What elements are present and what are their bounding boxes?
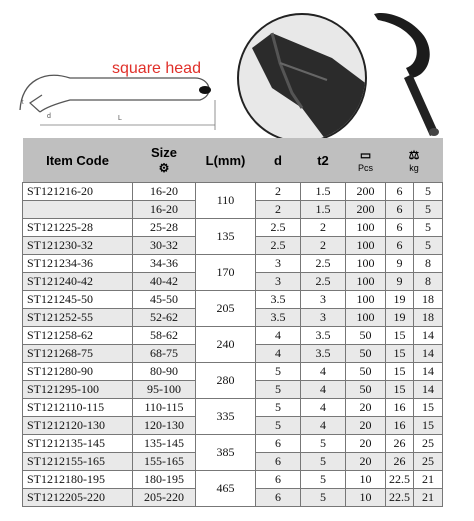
length-cell: 110 [196,183,256,219]
weight1-cell: 6 [386,219,414,237]
weight2-cell: 15 [414,399,443,417]
pcs-cell: 20 [346,435,386,453]
table-row [23,327,443,345]
length-cell: 335 [196,399,256,435]
pcs-cell: 20 [346,453,386,471]
item-code-cell: ST121240-42 [23,273,133,291]
t2-cell: 3 [301,291,346,309]
box-icon: ▭ [359,147,372,162]
weight2-cell: 15 [414,417,443,435]
scale-icon: ⚖ [408,147,420,162]
size-cell: 110-115 [133,399,196,417]
weight1-cell: 26 [386,453,414,471]
length-cell: 205 [196,291,256,327]
d-cell: 4 [256,327,301,345]
pcs-cell: 10 [346,489,386,507]
weight2-cell: 21 [414,471,443,489]
table-row [23,363,443,381]
d-cell: 2 [256,201,301,219]
weight1-cell: 15 [386,345,414,363]
d-cell: 6 [256,453,301,471]
d-cell: 2.5 [256,237,301,255]
size-cell: 34-36 [133,255,196,273]
item-code-cell: ST121245-50 [23,291,133,309]
size-cell: 120-130 [133,417,196,435]
table-row [23,219,443,237]
weight2-cell: 5 [414,219,443,237]
item-code-cell: ST1212120-130 [23,417,133,435]
weight1-cell: 9 [386,273,414,291]
size-cell: 52-62 [133,309,196,327]
t2-cell: 5 [301,453,346,471]
item-code-cell: ST121258-62 [23,327,133,345]
t2-cell: 3.5 [301,345,346,363]
size-cell: 30-32 [133,237,196,255]
weight1-cell: 16 [386,417,414,435]
header-length: L(mm) [196,138,256,183]
pcs-cell: 100 [346,219,386,237]
square-head-callout: square head [112,60,201,77]
d-cell: 5 [256,399,301,417]
pcs-cell: 10 [346,471,386,489]
item-code-cell: ST121234-36 [23,255,133,273]
size-cell: 135-145 [133,435,196,453]
pcs-cell: 200 [346,183,386,201]
weight1-cell: 6 [386,237,414,255]
d-cell: 5 [256,381,301,399]
size-cell: 16-20 [133,183,196,201]
item-code-cell: ST121225-28 [23,219,133,237]
weight2-cell: 25 [414,453,443,471]
item-code-cell: ST121295-100 [23,381,133,399]
length-cell: 170 [196,255,256,291]
table-row [23,399,443,417]
t2-cell: 4 [301,417,346,435]
pcs-cell: 50 [346,327,386,345]
weight2-cell: 14 [414,381,443,399]
item-code-cell: ST121268-75 [23,345,133,363]
header-item-code: Item Code [23,138,133,183]
d-cell: 6 [256,489,301,507]
t2-cell: 4 [301,363,346,381]
pcs-cell: 20 [346,417,386,435]
t2-cell: 4 [301,381,346,399]
pcs-cell: 50 [346,363,386,381]
item-code-cell: ST1212205-220 [23,489,133,507]
size-cell: 58-62 [133,327,196,345]
table-body [23,183,443,507]
t2-cell: 5 [301,489,346,507]
d-cell: 2 [256,183,301,201]
weight1-cell: 19 [386,291,414,309]
d-cell: 5 [256,417,301,435]
t2-cell: 3 [301,309,346,327]
size-cell: 25-28 [133,219,196,237]
weight1-cell: 15 [386,327,414,345]
nut-icon: ⚙ [158,161,170,175]
length-cell: 240 [196,327,256,363]
t2-cell: 2 [301,237,346,255]
table-row [23,291,443,309]
size-cell: 45-50 [133,291,196,309]
weight2-cell: 8 [414,255,443,273]
d-cell: 5 [256,363,301,381]
weight2-cell: 5 [414,183,443,201]
dim-t-label: t [22,100,24,106]
weight1-cell: 16 [386,399,414,417]
weight1-cell: 15 [386,381,414,399]
t2-cell: 1.5 [301,201,346,219]
size-cell: 80-90 [133,363,196,381]
size-cell: 95-100 [133,381,196,399]
table-row [23,435,443,453]
t2-cell: 5 [301,471,346,489]
pcs-cell: 100 [346,291,386,309]
size-cell: 180-195 [133,471,196,489]
t2-cell: 2.5 [301,273,346,291]
item-code-cell: ST1212110-115 [23,399,133,417]
pcs-cell: 200 [346,201,386,219]
size-cell: 40-42 [133,273,196,291]
weight2-cell: 25 [414,435,443,453]
d-cell: 3 [256,273,301,291]
item-code-cell: ST1212180-195 [23,471,133,489]
specification-table [22,138,443,507]
dim-L-label: L [118,115,122,122]
d-cell: 4 [256,345,301,363]
weight1-cell: 19 [386,309,414,327]
weight2-cell: 5 [414,237,443,255]
length-cell: 135 [196,219,256,255]
weight1-cell: 6 [386,201,414,219]
product-illustration [0,0,474,150]
size-cell: 16-20 [133,201,196,219]
d-cell: 3 [256,255,301,273]
weight1-cell: 26 [386,435,414,453]
item-code-cell [23,201,133,219]
table-row [23,183,443,201]
pcs-cell: 50 [346,381,386,399]
weight2-cell: 8 [414,273,443,291]
item-code-cell: ST121216-20 [23,183,133,201]
weight2-cell: 18 [414,291,443,309]
size-cell: 205-220 [133,489,196,507]
table-row [23,471,443,489]
t2-cell: 5 [301,435,346,453]
item-code-cell: ST121230-32 [23,237,133,255]
item-code-cell: ST121280-90 [23,363,133,381]
pcs-cell: 100 [346,273,386,291]
header-d: d [256,138,301,183]
table-header-row [23,138,443,183]
t2-cell: 2 [301,219,346,237]
table-row [23,255,443,273]
weight2-cell: 5 [414,201,443,219]
length-cell: 385 [196,435,256,471]
item-code-cell: ST1212135-145 [23,435,133,453]
size-cell: 155-165 [133,453,196,471]
d-cell: 6 [256,435,301,453]
dim-d-label: d [47,113,51,120]
length-cell: 280 [196,363,256,399]
weight1-cell: 9 [386,255,414,273]
specification-table-wrapper [22,138,442,518]
weight1-cell: 6 [386,183,414,201]
weight2-cell: 14 [414,327,443,345]
pcs-cell: 20 [346,399,386,417]
weight2-cell: 14 [414,345,443,363]
d-cell: 3.5 [256,309,301,327]
pcs-cell: 50 [346,345,386,363]
pcs-cell: 100 [346,255,386,273]
length-cell: 465 [196,471,256,507]
weight1-cell: 22.5 [386,471,414,489]
header-kg: ⚖ kg [386,138,443,183]
t2-cell: 2.5 [301,255,346,273]
hook-wrench-photo [356,6,466,146]
pcs-cell: 100 [346,309,386,327]
item-code-cell: ST121252-55 [23,309,133,327]
weight2-cell: 14 [414,363,443,381]
t2-cell: 1.5 [301,183,346,201]
weight2-cell: 21 [414,489,443,507]
size-cell: 68-75 [133,345,196,363]
header-pcs: ▭ Pcs [346,138,386,183]
t2-cell: 3.5 [301,327,346,345]
item-code-cell: ST1212155-165 [23,453,133,471]
d-cell: 6 [256,471,301,489]
weight1-cell: 15 [386,363,414,381]
header-size: Size ⚙ [133,138,196,183]
weight1-cell: 22.5 [386,489,414,507]
d-cell: 2.5 [256,219,301,237]
t2-cell: 4 [301,399,346,417]
pcs-cell: 100 [346,237,386,255]
square-head-detail-circle [232,8,372,148]
weight2-cell: 18 [414,309,443,327]
d-cell: 3.5 [256,291,301,309]
header-t2: t2 [301,138,346,183]
